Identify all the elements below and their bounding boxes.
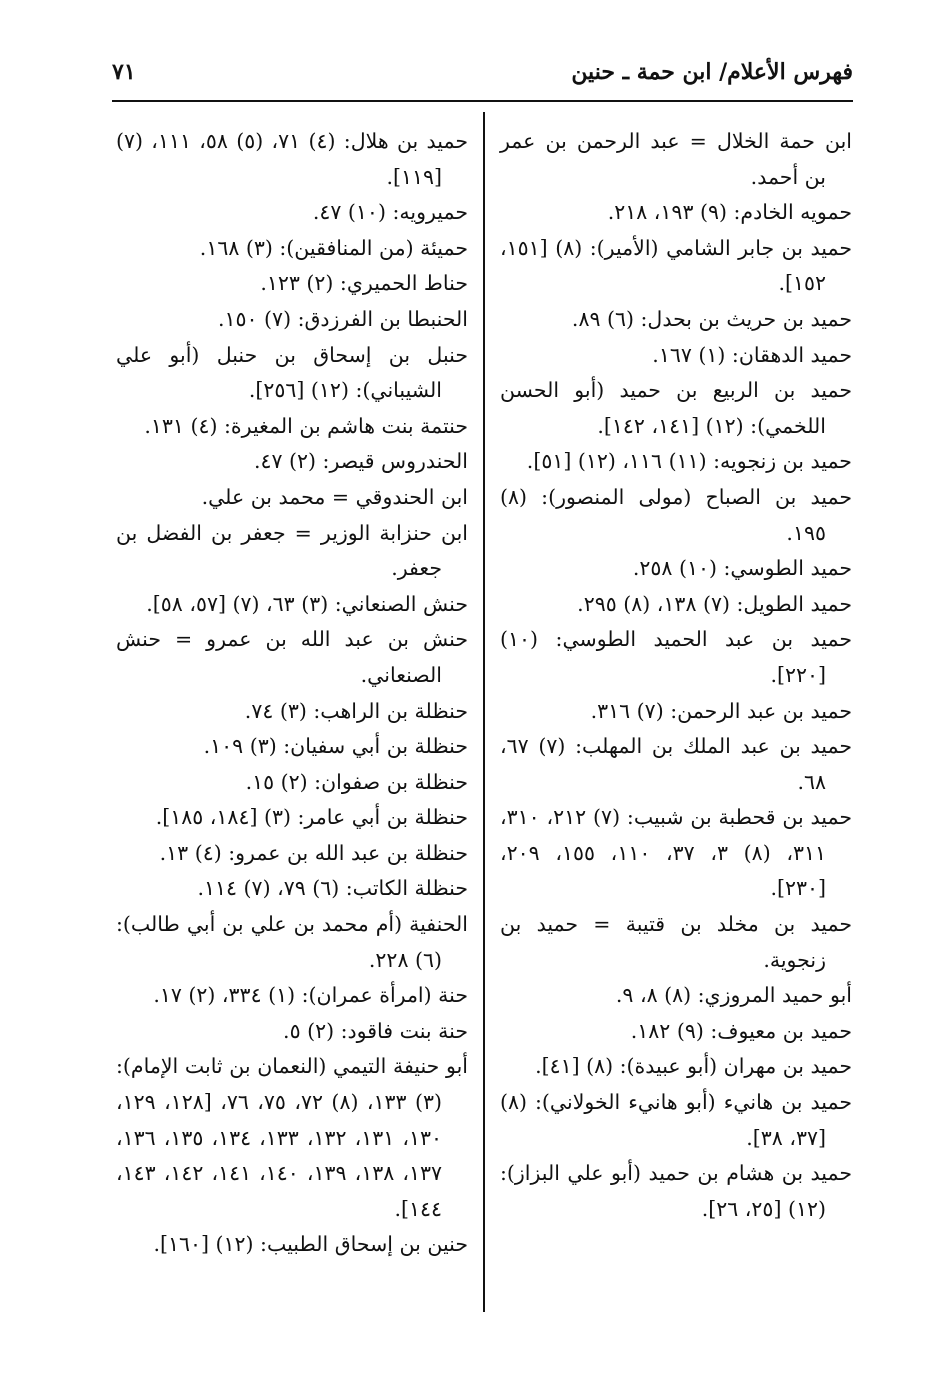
index-entry: حنظلة بن عبد الله بن عمرو: (٤) ١٣. xyxy=(159,840,468,865)
index-column-left xyxy=(116,124,468,1263)
index-entry: حميد بن هشام بن حميد (أبو علي البزاز): (١٢) [٢٥، ٢٦]. xyxy=(500,1161,852,1221)
index-entry: ابن حمة الخلال = عبد الرحمن بن عمر بن أحمد. xyxy=(500,129,852,189)
page-header xyxy=(112,52,853,92)
index-entry: حنظلة الكاتب: (٦) ٧٩، (٧) ١١٤. xyxy=(197,876,468,901)
index-entry: حميد بن هانيء (أبو هانيء الخولاني): (٨) [٣٧، ٣٨]. xyxy=(500,1090,852,1150)
index-entry: حنة (امرأة عمران): (١) ٣٣٤، (٢) ١٧. xyxy=(153,983,468,1008)
index-entry: حنظلة بن صفوان: (٢) ١٥. xyxy=(245,769,468,794)
index-entry: حميد بن زنجويه: (١١) ١١٦، (١٢) [٥١]. xyxy=(526,449,852,474)
index-entry: حنش الصنعاني: (٣) ٦٣، (٧) [٥٧، ٥٨]. xyxy=(146,591,468,616)
index-entry: الحندروس قيصر: (٢) ٤٧. xyxy=(253,449,468,474)
index-entry: حنش بن عبد الله بن عمرو = حنش الصنعاني. xyxy=(116,627,468,687)
index-entry: حمويه الخادم: (٩) ١٩٣، ٢١٨. xyxy=(607,200,852,225)
index-entry: حميد بن قحطبة بن شبيب: (٧) ٢١٢، ٣١٠، ٣١١، (٨) ٣، ٣٧، ١١٠، ١٥٥، ٢٠٩، [٢٣٠]. xyxy=(500,805,852,901)
index-entry: حنة بنت فاقود: (٢) ٥. xyxy=(283,1018,468,1043)
index-entry: حميد الدهقان: (١) ١٦٧. xyxy=(652,342,852,367)
index-entry: حنظلة بن أبي عامر: (٣) [١٨٤، ١٨٥]. xyxy=(155,805,468,830)
index-entry: ابن الحندوقي = محمد بن علي. xyxy=(201,484,468,509)
index-entry: حميد بن عبد الحميد الطوسي: (١٠) [٢٢٠]. xyxy=(500,627,852,687)
index-entry: الحنفية (أم محمد بن علي بن أبي طالب): (٦) ٢٢٨. xyxy=(116,912,468,972)
index-entry: حنتمة بنت هاشم بن المغيرة: (٤) ١٣١. xyxy=(144,413,468,438)
index-column-right xyxy=(500,124,852,1227)
index-entry: حميد بن الصباح (مولى المنصور): (٨) ١٩٥. xyxy=(500,484,852,545)
index-entry: حميد الطويل: (٧) ١٣٨، (٨) ٢٩٥. xyxy=(577,591,852,616)
index-entry: حميد بن معيوف: (٩) ١٨٢. xyxy=(630,1018,852,1043)
index-entry: حناط الحميري: (٢) ١٢٣. xyxy=(260,271,468,296)
running-title: فهرس الأعلام/ ابن حمة ـ حنين xyxy=(571,59,853,85)
index-entry: حنظلة بن الراهب: (٣) ٧٤. xyxy=(244,698,468,723)
page-number: ٧١ xyxy=(112,59,136,85)
index-entry: حميئة (من المنافقين): (٣) ١٦٨. xyxy=(199,235,468,260)
index-entry: الحنبطا بن الفرزدق: (٧) ١٥٠. xyxy=(217,306,468,331)
index-entry: حنبل بن إسحاق بن حنبل (أبو علي الشيباني): (١٢) [٢٥٦]. xyxy=(116,342,468,403)
index-entry: ابن حنزابة الوزير = جعفر بن الفضل بن جعفر. xyxy=(116,520,468,581)
index-entry: حنين بن إسحاق الطبيب: (١٢) [١٦٠]. xyxy=(153,1232,468,1257)
index-entry: حميد بن عبد الرحمن: (٧) ٣١٦. xyxy=(590,698,852,723)
index-entry: حميد بن مخلد بن قتيبة = حميد بن زنجوية. xyxy=(500,912,852,972)
index-entry: حميد بن الربيع بن حميد (أبو الحسن اللخمي): (١٢) [١٤١، ١٤٢]. xyxy=(500,378,852,438)
index-entry: حميد بن عبد الملك بن المهلب: (٧) ٦٧، ٦٨. xyxy=(500,734,852,794)
index-entry: حميرويه: (١٠) ٤٧. xyxy=(312,200,468,225)
index-entry: أبو حميد المروزي: (٨) ٨، ٩. xyxy=(615,983,852,1008)
index-entry: حميد بن مهران (أبو عبيدة): (٨) [٤١]. xyxy=(535,1054,852,1079)
index-entry: حميد بن حريث بن بحدل: (٦) ٨٩. xyxy=(571,306,852,331)
index-entry: حنظلة بن أبي سفيان: (٣) ١٠٩. xyxy=(203,734,468,759)
header-rule xyxy=(112,100,853,102)
index-entry: أبو حنيفة التيمي (النعمان بن ثابت الإمام): (٣) ١٣٣، (٨) ٧٢، ٧٥، ٧٦، [١٢٨، ١٢٩، ١٣٠، ١٣١، ١٣٢، ١٣٣، ١٣٤، ١٣٥، ١٣٦، ١٣٧، ١٣٨، ١٣٩، ١٤٠، ١٤١، ١٤٢، ١٤٣، ١٤٤]. xyxy=(116,1054,468,1221)
index-entry: حميد بن هلال: (٤) ٧١، (٥) ٥٨، ١١١، (٧) [١١٩]. xyxy=(116,129,469,189)
column-divider xyxy=(483,112,485,1312)
index-entry: حميد بن جابر الشامي (الأمير): (٨) [١٥١، ١٥٢]. xyxy=(500,235,852,296)
index-entry: حميد الطوسي: (١٠) ٢٥٨. xyxy=(632,556,852,581)
